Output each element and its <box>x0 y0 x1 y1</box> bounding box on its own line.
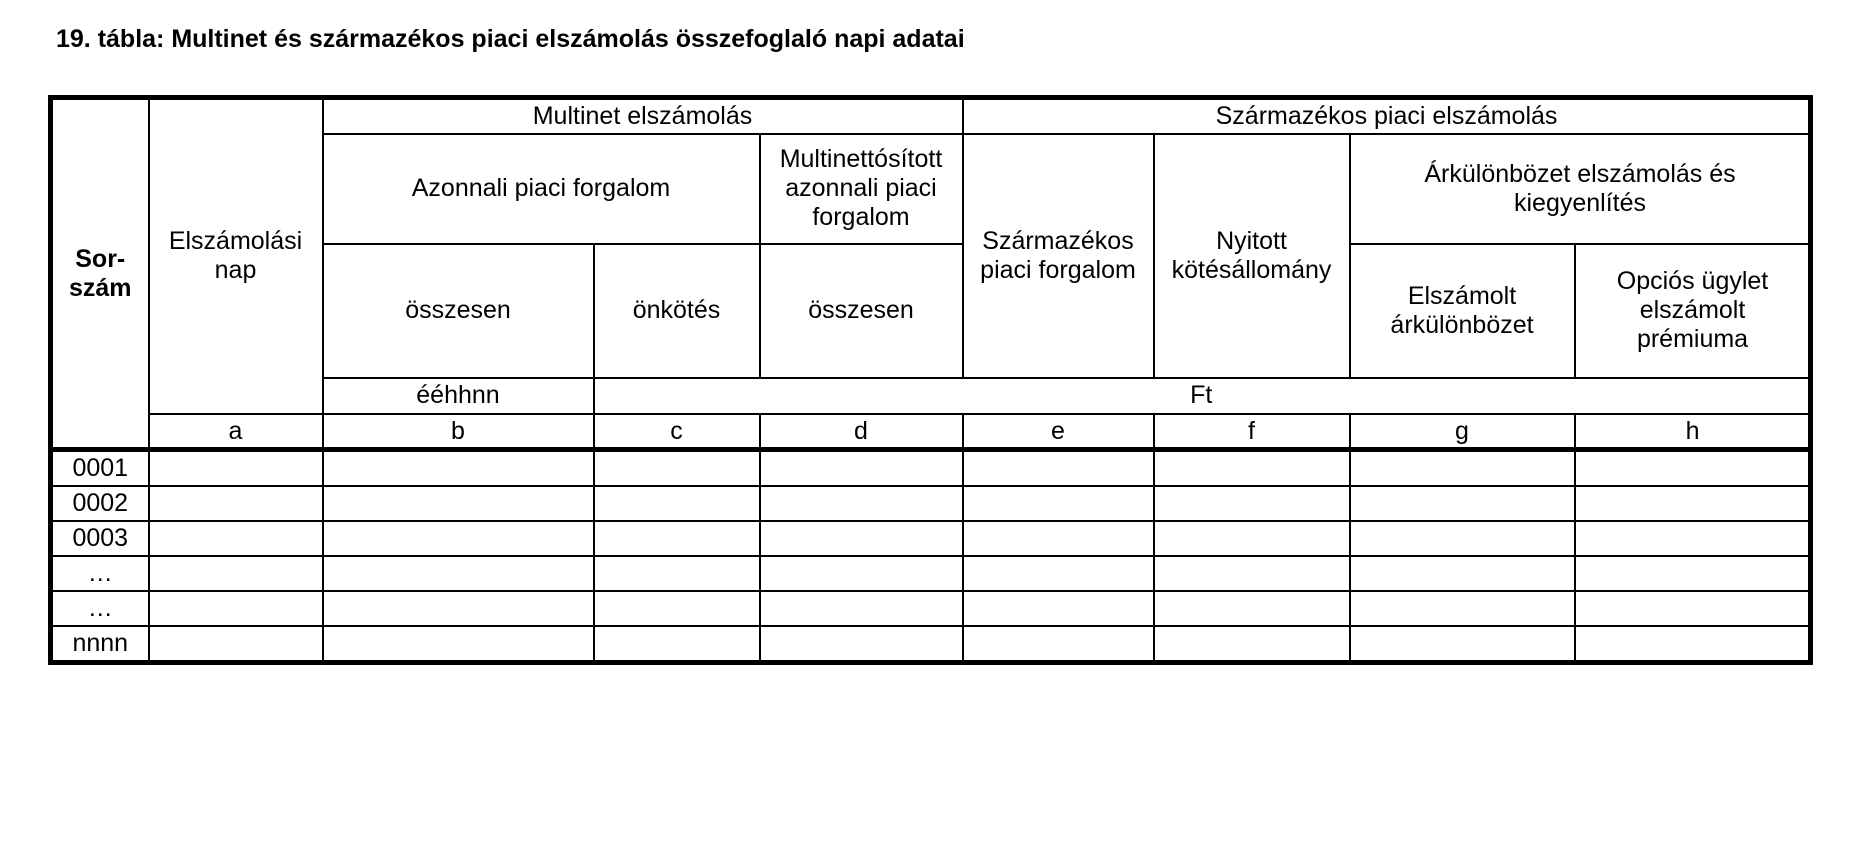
row-number: nnnn <box>51 626 149 663</box>
table-cell <box>1350 556 1575 591</box>
header-szarm-forgalom <box>963 134 1154 378</box>
row-number: … <box>51 591 149 626</box>
header-osszesen-b: összesen <box>323 244 594 378</box>
header-elszamolasi-nap-label: Elszámolási nap <box>168 227 303 285</box>
header-arkulonbozet-label: Árkülönbözet elszámolás és kiegyenlítés <box>1424 159 1736 217</box>
table-cell <box>1350 450 1575 487</box>
table-cell <box>1154 521 1350 556</box>
header-nyitott-label: Nyitott kötésállomány <box>1171 226 1332 284</box>
table-cell <box>1154 556 1350 591</box>
header-azonnali: Azonnali piaci forgalom <box>323 134 760 244</box>
header-opcios-label: Opciós ügylet elszámolt prémiuma <box>1616 267 1769 353</box>
table-cell <box>1575 556 1811 591</box>
letter-h: h <box>1575 414 1811 450</box>
header-multinettositott <box>760 134 963 244</box>
table-cell <box>760 591 963 626</box>
header-elszamolt-ark-label: Elszámolt árkülönbözet <box>1390 281 1534 339</box>
header-onkotes: önkötés <box>594 244 760 378</box>
table-row <box>51 486 1811 521</box>
unit-date: ééhhnn <box>323 378 594 414</box>
header-elszamolasi-nap <box>149 98 323 414</box>
header-multinet: Multinet elszámolás <box>323 98 963 134</box>
table-cell <box>323 626 594 663</box>
letter-g: g <box>1350 414 1575 450</box>
header-arkulonbozet <box>1350 134 1811 244</box>
table-cell <box>1154 486 1350 521</box>
header-szarmazekos: Származékos piaci elszámolás <box>963 98 1811 134</box>
row-number: 0003 <box>51 521 149 556</box>
table-cell <box>1350 486 1575 521</box>
letter-d: d <box>760 414 963 450</box>
table-cell <box>594 521 760 556</box>
table-cell <box>149 626 323 663</box>
table-cell <box>323 556 594 591</box>
header-szarm-forgalom-label: Származékos piaci forgalom <box>980 226 1136 284</box>
letter-e: e <box>963 414 1154 450</box>
table-cell <box>149 450 323 487</box>
letter-f: f <box>1154 414 1350 450</box>
table-cell <box>1575 521 1811 556</box>
table-cell <box>1154 591 1350 626</box>
table-cell <box>760 556 963 591</box>
row-number: … <box>51 556 149 591</box>
table-cell <box>594 556 760 591</box>
row-number: 0001 <box>51 450 149 487</box>
table-cell <box>760 450 963 487</box>
table-cell <box>594 626 760 663</box>
table-cell <box>963 486 1154 521</box>
letter-b: b <box>323 414 594 450</box>
page-title: 19. tábla: Multinet és származékos piaci elszámolás összefoglaló napi adatai <box>56 25 965 53</box>
table-cell <box>1350 626 1575 663</box>
table-row <box>51 626 1811 663</box>
letter-c: c <box>594 414 760 450</box>
table-cell <box>963 521 1154 556</box>
table-cell <box>760 486 963 521</box>
table-row <box>51 591 1811 626</box>
unit-ft: Ft <box>594 378 1811 414</box>
table-cell <box>149 486 323 521</box>
summary-table <box>48 95 1813 665</box>
header-multinettositott-label: Multinettósított azonnali piaci forgalom <box>779 145 943 231</box>
table-cell <box>760 626 963 663</box>
header-nyitott <box>1154 134 1350 378</box>
table-cell <box>1575 450 1811 487</box>
table-cell <box>1154 450 1350 487</box>
table-cell <box>963 450 1154 487</box>
table-cell <box>323 486 594 521</box>
table-cell <box>323 591 594 626</box>
table-cell <box>1154 626 1350 663</box>
table-row <box>51 521 1811 556</box>
table-cell <box>963 591 1154 626</box>
header-elszamolt-ark <box>1350 244 1575 378</box>
table-cell <box>594 591 760 626</box>
table-row <box>51 556 1811 591</box>
table-cell <box>1575 591 1811 626</box>
table-cell <box>323 450 594 487</box>
table-cell <box>963 626 1154 663</box>
table-cell <box>594 486 760 521</box>
table-cell <box>323 521 594 556</box>
table-row <box>51 450 1811 487</box>
table-cell <box>1575 626 1811 663</box>
table-cell <box>760 521 963 556</box>
table-cell <box>149 521 323 556</box>
table-cell <box>963 556 1154 591</box>
header-sorszam <box>51 98 149 450</box>
letter-row <box>51 414 1811 450</box>
row-number: 0002 <box>51 486 149 521</box>
header-sorszam-label: Sor-szám <box>68 244 132 302</box>
letter-a: a <box>149 414 323 450</box>
header-opcios <box>1575 244 1811 378</box>
table-cell <box>594 450 760 487</box>
table-cell <box>149 591 323 626</box>
header-osszesen-d: összesen <box>760 244 963 378</box>
table-cell <box>149 556 323 591</box>
table-cell <box>1575 486 1811 521</box>
table-cell <box>1350 591 1575 626</box>
table-cell <box>1350 521 1575 556</box>
